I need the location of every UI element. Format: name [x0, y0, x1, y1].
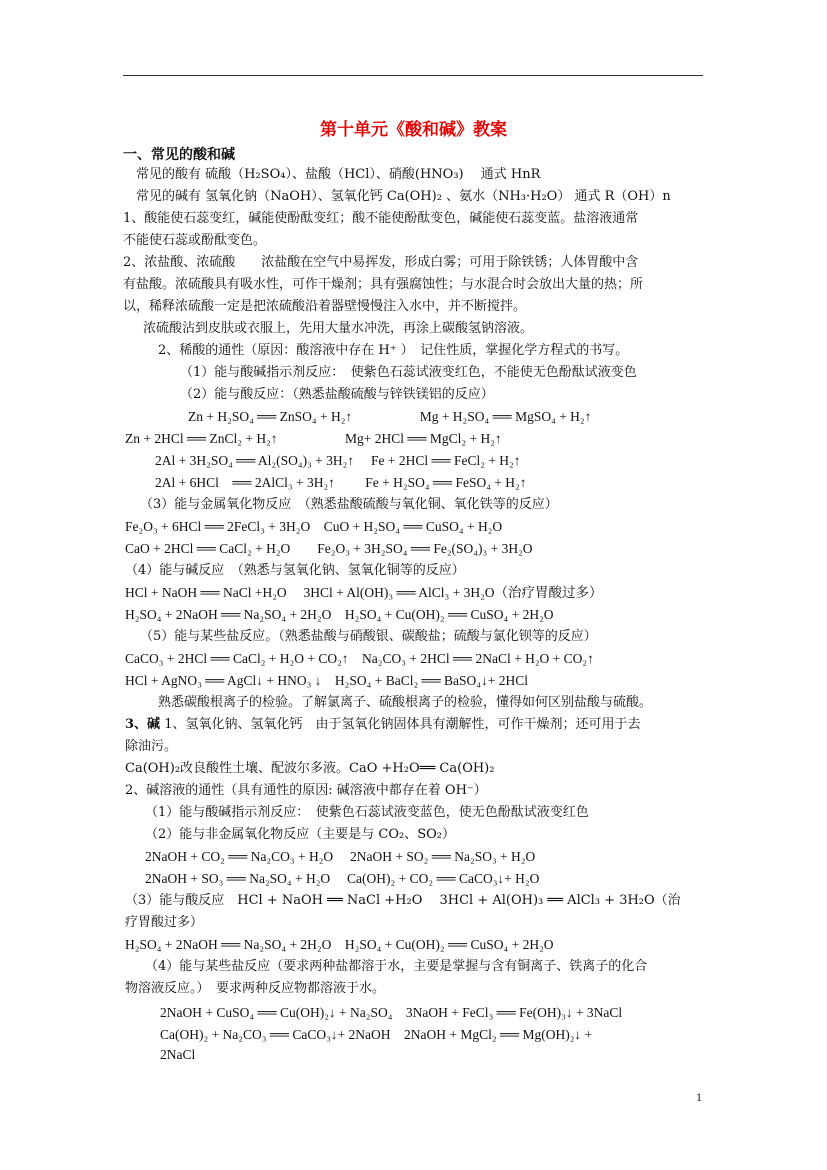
section-heading: 一、常见的酸和碱: [123, 147, 235, 163]
page-number: 1: [696, 1090, 702, 1104]
header-rule: [123, 75, 703, 76]
text-line: 物溶液反应。） 要求两种反应物都溶液于水。: [125, 981, 386, 996]
text-line: 疗胃酸过多）: [125, 915, 204, 930]
text-line: 除油污。: [125, 739, 178, 754]
equation-line: CaO + 2HCl ══ CaCl₂ + H₂O Fe₂O₃ + 3H₂SO₄ ══ Fe₂(SO₄)₃ + 3H₂O: [125, 541, 533, 556]
equation-line: H₂SO₄ + 2NaOH ══ Na₂SO₄ + 2H₂O H₂SO₄ + Cu(OH)₂ ══ CuSO₄ + 2H₂O: [125, 937, 554, 952]
text-line: 熟悉碳酸根离子的检验。了解氯离子、硫酸根离子的检验，懂得如何区别盐酸与硫酸。: [158, 695, 653, 710]
page-title: 第十单元《酸和碱》教案: [320, 120, 507, 140]
text-line: 2、稀酸的通性（原因：酸溶液中存在 H⁺ ） 记住性质，掌握化学方程式的书写。: [158, 343, 629, 358]
text-line: 常见的酸有 硫酸（H₂SO₄）、盐酸（HCl）、硝酸(HNO₃) 通式 HnR: [123, 167, 541, 182]
text-line: 1、氢氧化钠、氢氧化钙 由于氢氧化钠固体具有潮解性，可作干燥剂；还可用于去: [164, 717, 641, 732]
section-3-line: [125, 716, 640, 734]
text-line: 1、酸能使石蕊变红，碱能使酚酞变红；酸不能使酚酞变色，碱能使石蕊变蓝。盐溶液通常: [123, 211, 639, 226]
text-line: （1）能与酸碱指示剂反应： 使紫色石蕊试液变红色，不能使无色酚酞试液变色: [180, 365, 637, 380]
text-line: （2）能与酸反应：（熟悉盐酸硫酸与锌铁镁铝的反应）: [180, 387, 494, 402]
equation-line: HCl + NaOH ══ NaCl +H₂O 3HCl + Al(OH)₃ ══ AlCl₃ + 3H₂O（治疗胃酸过多）: [125, 585, 603, 600]
equation-line: Fe₂O₃ + 6HCl ══ 2FeCl₃ + 3H₂O CuO + H₂SO₄ ══ CuSO₄ + H₂O: [125, 519, 503, 534]
text-line: 浓硫酸沾到皮肤或衣服上，先用大量水冲洗，再涂上碳酸氢钠溶液。: [130, 321, 534, 336]
equation-line: 2NaOH + SO₃ ══ Na₂SO₄ + H₂O Ca(OH)₂ + CO₂ ══ CaCO₃↓+ H₂O: [145, 871, 540, 886]
equation-line: 2Al + 6HCl ══ 2AlCl₃ + 3H₂↑ Fe + H₂SO₄ ══ FeSO₄ + H₂↑: [155, 475, 527, 490]
equation-line: 2NaOH + CO₂ ══ Na₂CO₃ + H₂O 2NaOH + SO₂ ══ Na₂SO₃ + H₂O: [145, 849, 536, 864]
equation-line: 2Al + 3H₂SO₄ ══ Al₂(SO₄)₃ + 3H₂↑ Fe + 2HCl ══ FeCl₂ + H₂↑: [155, 453, 521, 468]
text-line: （1）能与酸碱指示剂反应： 使紫色石蕊试液变蓝色，使无色酚酞试液变红色: [145, 805, 589, 820]
equation-line: H₂SO₄ + 2NaOH ══ Na₂SO₄ + 2H₂O H₂SO₄ + Cu(OH)₂ ══ CuSO₄ + 2H₂O: [125, 607, 554, 622]
text-line: （4）能与碱反应 （熟悉与氢氧化钠、氢氧化铜等的反应）: [125, 563, 465, 578]
text-line: 2、浓盐酸、浓硫酸 浓盐酸在空气中易挥发，形成白雾；可用于除铁锈；人体胃酸中含: [123, 255, 639, 270]
text-line: （2）能与非金属氧化物反应（主要是与 CO₂、SO₂）: [145, 827, 455, 842]
text-line: （4）能与某些盐反应（要求两种盐都溶于水，主要是掌握与含有铜离子、铁离子的化合: [145, 959, 648, 974]
text-line: （3）能与金属氧化物反应 （熟悉盐酸硫酸与氧化铜、氧化铁等的反应）: [140, 497, 558, 512]
section-3-label: 3、碱: [125, 717, 161, 732]
equation-line: HCl + AgNO₃ ══ AgCl↓ + HNO₃ ↓ H₂SO₄ + BaCl₂ ══ BaSO₄↓+ 2HCl: [125, 673, 528, 688]
equation-line: Zn + H₂SO₄ ══ ZnSO₄ + H₂↑ Mg + H₂SO₄ ══ MgSO₄ + H₂↑: [188, 409, 592, 424]
text-line: 以，稀释浓硫酸一定是把浓硫酸沿着器壁慢慢注入水中，并不断搅拌。: [123, 299, 527, 314]
text-line: 2、碱溶液的通性（具有通性的原因: 碱溶液中都存在着 OH⁻）: [125, 783, 487, 798]
text-line: 常见的碱有 氢氧化钠（NaOH）、氢氧化钙 Ca(OH)₂ 、氨水（NH₃·H₂O） 通式 R（OH）n: [123, 189, 671, 204]
text-line: （3）能与酸反应 HCl + NaOH ══ NaCl +H₂O 3HCl + Al(OH)₃ ══ AlCl₃ + 3H₂O（治: [125, 893, 681, 908]
equation-line: CaCO₃ + 2HCl ══ CaCl₂ + H₂O + CO₂↑ Na₂CO₃ + 2HCl ══ 2NaCl + H₂O + CO₂↑: [125, 651, 594, 666]
text-line: （5）能与某些盐反应。（熟悉盐酸与硝酸银、碳酸盐；硫酸与氯化钡等的反应）: [140, 629, 597, 644]
equation-line: Ca(OH)₂ + Na₂CO₃ ══ CaCO₃↓+ 2NaOH 2NaOH + MgCl₂ ══ Mg(OH)₂↓ +: [160, 1027, 593, 1042]
text-line: Ca(OH)₂改良酸性土壤、配波尔多液。CaO +H₂O══ Ca(OH)₂: [125, 761, 495, 776]
text-line: 有盐酸。浓硫酸具有吸水性，可作干燥剂；具有强腐蚀性；与水混合时会放出大量的热；所: [123, 277, 644, 292]
equation-line: 2NaCl: [160, 1047, 196, 1062]
equation-line: 2NaOH + CuSO₄ ══ Cu(OH)₂↓ + Na₂SO₄ 3NaOH + FeCl₃ ══ Fe(OH)₃↓ + 3NaCl: [160, 1005, 623, 1020]
equation-line: Zn + 2HCl ══ ZnCl₂ + H₂↑ Mg+ 2HCl ══ MgCl₂ + H₂↑: [125, 431, 502, 446]
text-line: 不能使石蕊或酚酞变色。: [123, 233, 267, 248]
